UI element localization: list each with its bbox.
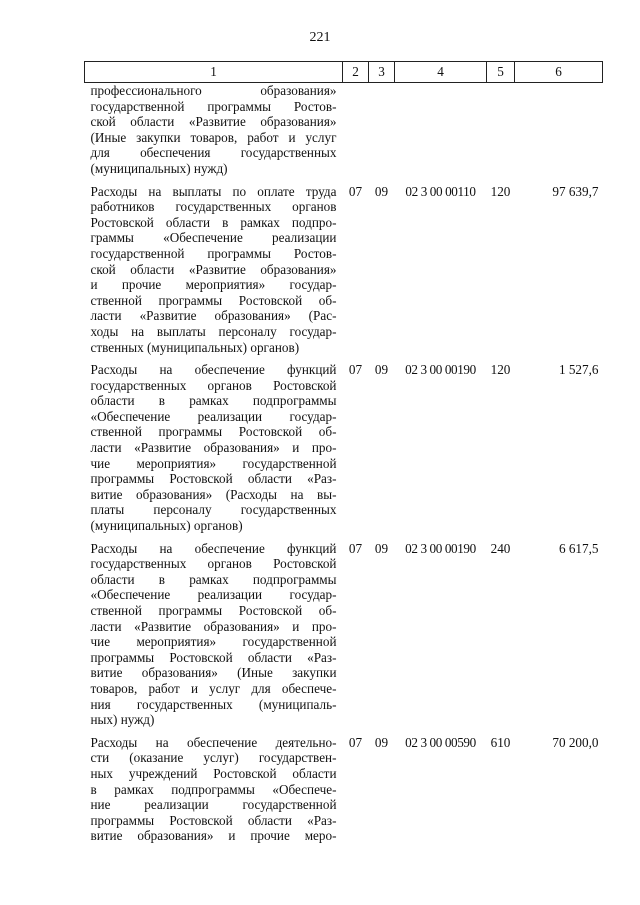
description-line: Расходы на обеспечение деятельно-	[90, 734, 337, 750]
description-line: государственной программы Ростов-	[90, 98, 337, 114]
budget-table	[84, 61, 603, 844]
subsection-code-cell	[369, 83, 395, 177]
subsection-code-cell: 09	[374, 540, 389, 556]
description-line: Ростовской области в рамках подпро-	[90, 214, 337, 230]
expense-type-code-cell: 610	[490, 734, 511, 750]
table-row	[85, 177, 603, 356]
column-header: 6	[515, 62, 603, 83]
description-line: ния государственных (муниципаль-	[90, 696, 337, 712]
description-line: государственных органов Ростовской	[90, 377, 337, 393]
description-line: Расходы на выплаты по оплате труда	[90, 183, 337, 199]
expense-type-code-cell: 120	[490, 362, 511, 378]
description-line: «Обеспечение реализации государ-	[90, 587, 337, 603]
description-line: ственной программы Ростовской об-	[90, 603, 337, 618]
description-line: (муниципальных) нужд)	[90, 160, 228, 176]
section-code-cell: 07	[348, 183, 363, 199]
amount-cell: 97 639,7	[552, 183, 599, 199]
section-code-cell: 07	[348, 362, 363, 378]
description-line: чие мероприятия» государственной	[90, 634, 337, 650]
subsection-code-cell: 09	[374, 734, 389, 750]
description-line: ласти «Развитие образования» и про-	[90, 440, 337, 456]
description-line: ласти «Развитие образования» (Рас-	[90, 308, 337, 324]
expense-type-code-cell: 240	[490, 540, 511, 556]
table-row	[85, 534, 603, 728]
description-line: ственной программы Ростовской об-	[90, 424, 337, 440]
amount-cell: 1 527,6	[558, 362, 599, 378]
expense-description-cell	[85, 83, 343, 177]
description-line: ных) нужд)	[90, 712, 155, 728]
description-line: витие образования» (Иные закупки	[90, 665, 337, 681]
description-line: программы Ростовской области «Раз-	[90, 471, 337, 487]
description-line: ных учреждений Ростовской области	[90, 765, 337, 781]
expense-description-cell	[85, 728, 343, 844]
description-line: Расходы на обеспечение функций	[90, 362, 337, 378]
column-header: 4	[395, 62, 487, 83]
table-row	[85, 83, 603, 177]
description-line: сти (оказание услуг) государствен-	[90, 750, 337, 766]
expense-description-cell	[85, 177, 343, 356]
description-line: области в рамках подпрограммы	[90, 571, 337, 587]
description-line: «Обеспечение реализации государ-	[90, 408, 337, 424]
description-line: области в рамках подпрограммы	[90, 393, 337, 409]
table-row	[85, 728, 603, 844]
description-line: профессионального образования»	[90, 83, 337, 98]
column-header: 3	[369, 62, 395, 83]
amount-cell: 6 617,5	[558, 540, 599, 556]
description-line: ской области «Развитие образования»	[90, 261, 337, 277]
table-row	[85, 355, 603, 534]
description-line: (Иные закупки товаров, работ и услуг	[90, 129, 337, 145]
column-header: 1	[85, 62, 343, 83]
section-code-cell: 07	[348, 734, 363, 750]
amount-cell	[515, 83, 603, 177]
expense-type-code-cell	[487, 83, 515, 177]
expense-description-cell	[85, 534, 343, 728]
description-line: платы персоналу государственных	[90, 502, 337, 518]
target-article-code-cell: 02 3 00 00190	[405, 540, 476, 556]
table-header-row	[85, 62, 603, 83]
column-header: 2	[343, 62, 369, 83]
description-line: ние реализации государственной	[90, 797, 337, 813]
column-header: 5	[487, 62, 515, 83]
description-line: государственных органов Ростовской	[90, 556, 337, 572]
target-article-code-cell	[395, 83, 487, 177]
description-line: работников государственных органов	[90, 199, 337, 215]
description-line: ской области «Развитие образования»	[90, 114, 337, 130]
description-line: ходы на выплаты персоналу государ-	[90, 323, 337, 339]
section-code-cell	[343, 83, 369, 177]
description-line: ственной программы Ростовской об-	[90, 292, 337, 308]
description-line: чие мероприятия» государственной	[90, 455, 337, 471]
description-line: товаров, работ и услуг для обеспече-	[90, 680, 337, 696]
description-line: Расходы на обеспечение функций	[90, 540, 337, 556]
description-line: витие образования» (Расходы на вы-	[90, 486, 337, 502]
description-line: ственных (муниципальных) органов)	[90, 339, 300, 355]
description-line: витие образования» и прочие меро-	[90, 828, 337, 844]
target-article-code-cell: 02 3 00 00110	[405, 183, 476, 199]
target-article-code-cell: 02 3 00 00590	[405, 734, 476, 750]
description-line: государственной программы Ростов-	[90, 245, 337, 261]
description-line: (муниципальных) органов)	[90, 518, 243, 534]
description-line: и прочие мероприятия» государ-	[90, 277, 337, 293]
page-number: 221	[309, 30, 331, 45]
amount-cell: 70 200,0	[552, 734, 599, 750]
description-line: для обеспечения государственных	[90, 145, 337, 161]
subsection-code-cell: 09	[374, 183, 389, 199]
description-line: граммы «Обеспечение реализации	[90, 230, 337, 246]
description-line: в рамках подпрограммы «Обеспече-	[90, 781, 337, 797]
target-article-code-cell: 02 3 00 00190	[405, 362, 476, 378]
description-line: программы Ростовской области «Раз-	[90, 812, 337, 828]
expense-description-cell	[85, 355, 343, 534]
subsection-code-cell: 09	[374, 362, 389, 378]
description-line: программы Ростовской области «Раз-	[90, 649, 337, 665]
expense-type-code-cell: 120	[490, 183, 511, 199]
description-line: ласти «Развитие образования» и про-	[90, 618, 337, 634]
section-code-cell: 07	[348, 540, 363, 556]
